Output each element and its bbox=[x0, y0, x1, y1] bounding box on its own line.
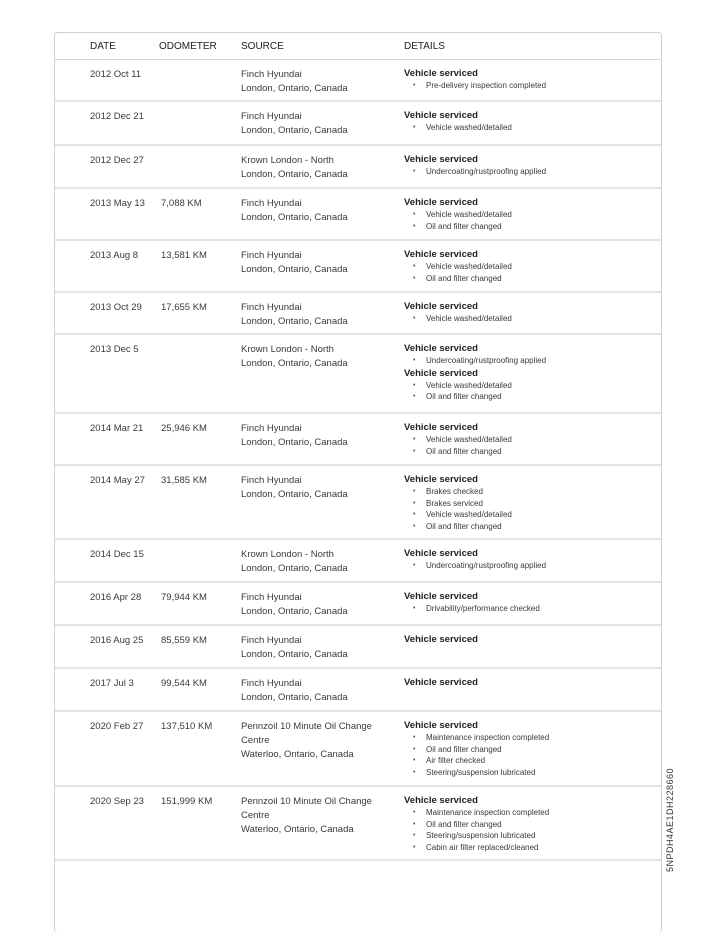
table-row bbox=[55, 414, 661, 466]
service-item: • Oil and filter changed bbox=[426, 391, 654, 403]
service-items-list bbox=[404, 355, 654, 367]
record-source bbox=[241, 249, 381, 277]
service-items-list bbox=[404, 807, 654, 853]
service-title: Vehicle serviced bbox=[404, 720, 478, 731]
service-title: Vehicle serviced bbox=[404, 68, 478, 79]
service-item: • Steering/suspension lubricated bbox=[426, 767, 654, 779]
record-source bbox=[241, 301, 381, 329]
source-line: Pennzoil 10 Minute Oil Change bbox=[241, 796, 372, 807]
record-details bbox=[404, 676, 654, 689]
source-line: Finch Hyundai bbox=[241, 678, 302, 689]
record-source bbox=[241, 422, 381, 450]
service-item: • Pre-delivery inspection completed bbox=[426, 80, 654, 92]
table-row bbox=[55, 712, 661, 787]
source-line: Finch Hyundai bbox=[241, 302, 302, 313]
record-details bbox=[404, 794, 654, 853]
source-line: London, Ontario, Canada bbox=[241, 169, 348, 180]
record-source bbox=[241, 591, 381, 619]
record-source bbox=[241, 795, 381, 837]
service-item: • Brakes serviced bbox=[426, 498, 654, 510]
record-odometer: 13,581 KM bbox=[161, 250, 207, 261]
table-row bbox=[55, 466, 661, 540]
record-details bbox=[404, 633, 654, 646]
service-title: Vehicle serviced bbox=[404, 634, 478, 645]
service-items-list bbox=[404, 486, 654, 532]
service-title: Vehicle serviced bbox=[404, 154, 478, 165]
record-details bbox=[404, 67, 654, 92]
service-item: • Drivability/performance checked bbox=[426, 603, 654, 615]
service-item: • Undercoating/rustproofing applied bbox=[426, 166, 654, 178]
source-line: London, Ontario, Canada bbox=[241, 358, 348, 369]
source-line: Finch Hyundai bbox=[241, 69, 302, 80]
service-title: Vehicle serviced bbox=[404, 591, 478, 602]
record-date: 2016 Aug 25 bbox=[90, 635, 144, 646]
source-line: Finch Hyundai bbox=[241, 475, 302, 486]
service-item: • Oil and filter changed bbox=[426, 273, 654, 285]
source-line: London, Ontario, Canada bbox=[241, 606, 348, 617]
service-item: • Vehicle washed/detailed bbox=[426, 122, 654, 134]
record-odometer: 99,544 KM bbox=[161, 678, 207, 689]
service-title: Vehicle serviced bbox=[404, 367, 478, 379]
service-item: • Undercoating/rustproofing applied bbox=[426, 560, 654, 572]
service-title: Vehicle serviced bbox=[404, 474, 478, 485]
record-details bbox=[404, 196, 654, 232]
record-odometer: 7,088 KM bbox=[161, 198, 202, 209]
record-odometer: 17,655 KM bbox=[161, 302, 207, 313]
table-row bbox=[55, 102, 661, 146]
table-row bbox=[55, 626, 661, 669]
record-source bbox=[241, 110, 381, 138]
record-date: 2014 May 27 bbox=[90, 475, 145, 486]
service-title: Vehicle serviced bbox=[404, 197, 478, 208]
service-item: • Oil and filter changed bbox=[426, 446, 654, 458]
service-title: Vehicle serviced bbox=[404, 301, 478, 312]
record-date: 2012 Oct 11 bbox=[90, 69, 142, 80]
source-line: Finch Hyundai bbox=[241, 635, 302, 646]
odometer-column-header: ODOMETER bbox=[159, 41, 217, 52]
service-title: Vehicle serviced bbox=[404, 795, 478, 806]
service-item: • Oil and filter changed bbox=[426, 521, 654, 533]
source-line: Finch Hyundai bbox=[241, 250, 302, 261]
source-line: Centre bbox=[241, 735, 270, 746]
service-item: • Steering/suspension lubricated bbox=[426, 830, 654, 842]
record-date: 2013 Aug 8 bbox=[90, 250, 139, 261]
service-items-list bbox=[404, 732, 654, 778]
service-title: Vehicle serviced bbox=[404, 677, 478, 688]
service-title: Vehicle serviced bbox=[404, 422, 478, 433]
service-title: Vehicle serviced bbox=[404, 343, 478, 354]
table-row bbox=[55, 293, 661, 335]
table-row bbox=[55, 335, 661, 414]
record-source bbox=[241, 154, 381, 182]
service-item: • Vehicle washed/detailed bbox=[426, 313, 654, 325]
service-items-list bbox=[404, 209, 654, 232]
record-source bbox=[241, 677, 381, 705]
record-date: 2017 Jul 3 bbox=[90, 678, 134, 689]
source-line: Centre bbox=[241, 810, 270, 821]
record-details bbox=[404, 342, 654, 403]
source-line: London, Ontario, Canada bbox=[241, 212, 348, 223]
service-item: • Air filter checked bbox=[426, 755, 654, 767]
service-history-table bbox=[54, 32, 662, 933]
table-row bbox=[55, 787, 661, 861]
record-details bbox=[404, 248, 654, 284]
table-row bbox=[55, 189, 661, 241]
source-line: Krown London - North bbox=[241, 344, 334, 355]
source-line: London, Ontario, Canada bbox=[241, 649, 348, 660]
record-details bbox=[404, 300, 654, 325]
record-odometer: 31,585 KM bbox=[161, 475, 207, 486]
record-details bbox=[404, 590, 654, 615]
source-line: London, Ontario, Canada bbox=[241, 264, 348, 275]
record-details bbox=[404, 719, 654, 778]
record-odometer: 25,946 KM bbox=[161, 423, 207, 434]
service-items-list bbox=[404, 261, 654, 284]
record-date: 2020 Sep 23 bbox=[90, 796, 144, 807]
record-date: 2012 Dec 21 bbox=[90, 111, 144, 122]
service-item: • Undercoating/rustproofing applied bbox=[426, 355, 654, 367]
table-row bbox=[55, 669, 661, 712]
service-item: • Cabin air filter replaced/cleaned bbox=[426, 842, 654, 854]
source-line: London, Ontario, Canada bbox=[241, 489, 348, 500]
service-items-list bbox=[404, 80, 654, 92]
record-date: 2020 Feb 27 bbox=[90, 721, 144, 732]
service-item: • Oil and filter changed bbox=[426, 819, 654, 831]
record-date: 2012 Dec 27 bbox=[90, 155, 144, 166]
record-source bbox=[241, 197, 381, 225]
source-line: Krown London - North bbox=[241, 549, 334, 560]
source-line: Finch Hyundai bbox=[241, 198, 302, 209]
service-item: • Vehicle washed/detailed bbox=[426, 209, 654, 221]
service-item: • Vehicle washed/detailed bbox=[426, 509, 654, 521]
service-items-list bbox=[404, 122, 654, 134]
source-line: Waterloo, Ontario, Canada bbox=[241, 824, 354, 835]
service-title: Vehicle serviced bbox=[404, 110, 478, 121]
record-details bbox=[404, 153, 654, 178]
table-row bbox=[55, 146, 661, 189]
record-source bbox=[241, 343, 381, 371]
record-odometer: 151,999 KM bbox=[161, 796, 213, 807]
service-item: • Vehicle washed/detailed bbox=[426, 380, 654, 392]
source-line: Waterloo, Ontario, Canada bbox=[241, 749, 354, 760]
source-line: London, Ontario, Canada bbox=[241, 692, 348, 703]
service-items-list bbox=[404, 313, 654, 325]
record-date: 2013 May 13 bbox=[90, 198, 145, 209]
source-line: Krown London - North bbox=[241, 155, 334, 166]
table-row bbox=[55, 540, 661, 583]
record-details bbox=[404, 473, 654, 532]
record-odometer: 79,944 KM bbox=[161, 592, 207, 603]
record-date: 2016 Apr 28 bbox=[90, 592, 142, 603]
source-line: London, Ontario, Canada bbox=[241, 437, 348, 448]
table-row bbox=[55, 60, 661, 102]
service-items-list bbox=[404, 166, 654, 178]
table-row bbox=[55, 583, 661, 626]
service-items-list bbox=[404, 560, 654, 572]
record-details bbox=[404, 421, 654, 457]
table-row bbox=[55, 241, 661, 293]
date-column-header: DATE bbox=[90, 41, 116, 52]
service-item: • Oil and filter changed bbox=[426, 221, 654, 233]
record-source bbox=[241, 68, 381, 96]
record-source bbox=[241, 720, 381, 762]
record-source bbox=[241, 548, 381, 576]
source-column-header: SOURCE bbox=[241, 41, 284, 52]
record-date: 2013 Oct 29 bbox=[90, 302, 142, 313]
record-date: 2014 Dec 15 bbox=[90, 549, 144, 560]
service-items-list bbox=[404, 434, 654, 457]
source-line: London, Ontario, Canada bbox=[241, 316, 348, 327]
source-line: London, Ontario, Canada bbox=[241, 83, 348, 94]
table-body bbox=[55, 60, 661, 861]
source-line: Pennzoil 10 Minute Oil Change bbox=[241, 721, 372, 732]
record-details bbox=[404, 109, 654, 134]
source-line: Finch Hyundai bbox=[241, 423, 302, 434]
record-odometer: 85,559 KM bbox=[161, 635, 207, 646]
source-line: Finch Hyundai bbox=[241, 111, 302, 122]
service-item: • Vehicle washed/detailed bbox=[426, 261, 654, 273]
record-date: 2014 Mar 21 bbox=[90, 423, 144, 434]
service-item: • Brakes checked bbox=[426, 486, 654, 498]
service-item: • Maintenance inspection completed bbox=[426, 807, 654, 819]
record-details bbox=[404, 547, 654, 572]
service-title: Vehicle serviced bbox=[404, 249, 478, 260]
service-item: • Maintenance inspection completed bbox=[426, 732, 654, 744]
source-line: London, Ontario, Canada bbox=[241, 563, 348, 574]
table-header bbox=[55, 33, 661, 60]
service-title: Vehicle serviced bbox=[404, 548, 478, 559]
record-source bbox=[241, 474, 381, 502]
record-source bbox=[241, 634, 381, 662]
service-items-list bbox=[404, 380, 654, 403]
source-line: London, Ontario, Canada bbox=[241, 125, 348, 136]
service-items-list bbox=[404, 603, 654, 615]
record-odometer: 137,510 KM bbox=[161, 721, 213, 732]
vin-label: 5NPDH4AE1DH228660 bbox=[665, 767, 675, 872]
source-line: Finch Hyundai bbox=[241, 592, 302, 603]
service-item: • Vehicle washed/detailed bbox=[426, 434, 654, 446]
details-column-header: DETAILS bbox=[404, 41, 445, 52]
service-item: • Oil and filter changed bbox=[426, 744, 654, 756]
record-date: 2013 Dec 5 bbox=[90, 344, 139, 355]
